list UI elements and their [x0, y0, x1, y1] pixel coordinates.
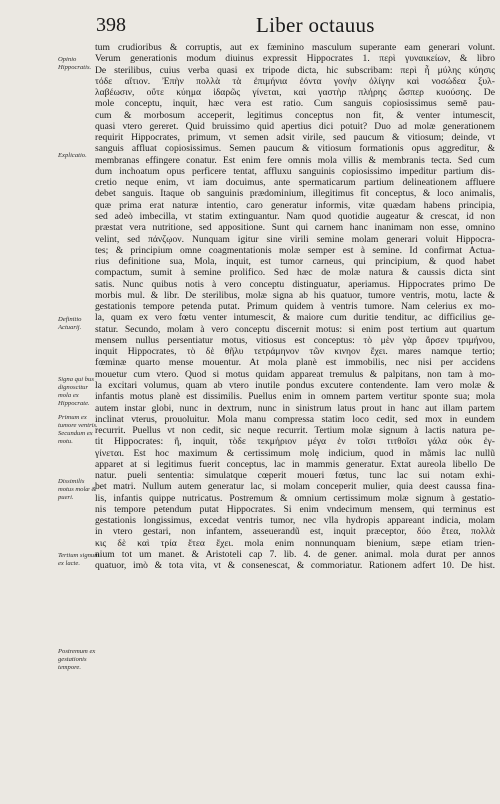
text-line: cum & morbosum acceperit, legitimus conceptus non fit, & venter intumescit, — [95, 109, 495, 121]
text-line: gestationis longissimus, excedat ventris tumor, nec vlla hydropis appareant indicia, molam — [95, 515, 495, 527]
margin-note: Dissimilis motus molæ & pueri. — [58, 478, 97, 501]
text-line: dum inchoatum opus perficere tentat, affluxu sanguinis copiosissimo impeditur partium dis- — [95, 165, 495, 177]
margin-note: Postremum ex gestationis tempore. — [58, 648, 96, 671]
text-line: gestationis tempore petenda putat. Primum quidem à ventris tumore. Nam celerius ex mo- — [95, 301, 495, 313]
text-line: quatuor, imò & tota vita, vt & consenescat, & commoriatur. Rationem adfert 10. De hist. — [95, 560, 495, 572]
text-line: in vtero gestari, non infantem, asseuerandũ est, inquit præceptor, δύο ἔτεα, πολλὰ — [95, 526, 495, 538]
text-line: De sterilibus, cuius verba quasi ex tripode dicta, hic subscribam: περὶ ἧ μύλης κύησις — [95, 64, 495, 76]
text-line: sed adeò imbecilla, vt statim extinguantur. Nam quod quotidie augeatur & crescat, id non — [95, 210, 495, 222]
text-line: debet sanguis. Itaque ob sanguinis prædominium, illegitimus fit conceptus, & loco animalis, — [95, 188, 495, 200]
margin-note: Tertium signum ex lacte. — [58, 552, 99, 567]
text-line: inquit Hippocrates, τὸ δὲ θῆλυ τετράμηνον τῶν κινηον ἔχει. mares namque tertio; — [95, 346, 495, 358]
body-text — [95, 42, 495, 583]
text-line: tit Hippocrates: ἢ, inquit, τὸδε τεκμήριον μέγα ἐν τοῖσι τιτθοῖσι γάλα οὐκ ἐγ- — [95, 436, 495, 448]
text-line: rius definitione sua, Mola, inquit, est tumor carneus, qui principium, & quod habet — [95, 256, 495, 268]
margin-note: Primum ex tumore ventris. Secundum ex motu. — [58, 414, 98, 445]
text-line: velint, sed πάνζῳον. Nunquam igitur sine virili semine molam generari voluit Hippocra- — [95, 233, 495, 245]
margin-note: Definitio Actuarij. — [58, 316, 82, 331]
text-line: sanguis affluat copiosissimus. Semen paucum & vitiosum formationis opus aggreditur, & — [95, 143, 495, 155]
text-line: τόδε αἴτιον. Ἐπὴν πολλὰ τὰ ἐπιμήνια ἐόντα γονὴν ὀλίγην καὶ νοσώδεα ξυλ- — [95, 75, 495, 87]
text-line: compactum, sumit à semine prolifico. Sed hæc de molæ natura & caussis dicta sint — [95, 267, 495, 279]
text-line: fœminæ quarto mense mouentur. At mola planè est immobilis, nec nisi per accidens — [95, 357, 495, 369]
text-line: tum crudioribus & corruptis, aut ex fæminino masculum superante eam generari volunt. — [95, 42, 495, 53]
text-line: recurrit. Puellus vt non cedit, sic neque recurrit. Tertium molæ signum à lactis natura pe- — [95, 425, 495, 437]
text-line: natur. pueli sententia: simulatque cœperit moueri fœtus, tunc lac sui notam exhi- — [95, 470, 495, 482]
text-line: quasi vtero gereret. Quid bruissimo quid apertius dici potuit? Duo ad molæ generationem — [95, 120, 495, 132]
text-line: mole conceptu, inquit, hæc vera est ratio. Cum sanguis copiosissimus semē pau- — [95, 98, 495, 110]
text-line: inclinat vterus, prouoluitur. Mola manu compressa statim loco cedit, sed mox in eundem — [95, 413, 495, 425]
text-line: nium tot um manet. & Aristoteli cap 7. lib. 4. de gener. animal. mola durat per annos — [95, 548, 495, 560]
page-number: 398 — [96, 14, 126, 36]
text-line: la, quam ex vero fœtu venter intumescit, & maiore cum duritie tenditur, ac difficilius ge- — [95, 312, 495, 324]
text-line: infantis motus planè est dissimilis. Puellus enim in omnem partem vertitur sponte sua; mola — [95, 391, 495, 403]
text-line: κις δὲ καὶ τρία ἔτεα ἔχει. mola enim nonnunquam bienium, sæpe etiam trien- — [95, 537, 495, 549]
text-line: cretio neque enim, vt iam docuimus, ante spermaticarum partium delineationem affluere — [95, 177, 495, 189]
text-line: requirit Hippocrates, primum, vt semen adsit virile, sed paucum & vitiosum; deinde, vt — [95, 132, 495, 144]
text-line — [95, 571, 495, 582]
text-line: satis. Nunc quibus notis à vero conceptu distinguatur, aperiamus. Hippocrates primo De — [95, 278, 495, 290]
text-line: tes; & principium omne coagmentationis molæ semper est à semine. Id confirmat Actua- — [95, 244, 495, 256]
text-line: lis, infantis quippe nutricatus. Postremum & omnium certissimum molæ signum à gestatio- — [95, 492, 495, 504]
text-line: γίνεται. Est hoc maximum & certissimum molę indicium, quod in mãmis lac nullũ — [95, 447, 495, 459]
text-line: Verum generationis modum diuinus expressit Hippocrates 1. περὶ γυναικείων, & libro — [95, 53, 495, 65]
text-line: λαβέωσιν, οὔτε κύημα ἰδαρῶς γίνεται, καὶ γαστὴρ πλήρης ὥσπερ κυούσης. De — [95, 87, 495, 99]
text-line: apparet at si legitimus fuerit conceptus, lac in mammis generatur. Extat aureola libello De — [95, 458, 495, 470]
margin-note: Explicatio. — [58, 152, 87, 159]
page-header — [96, 14, 494, 40]
margin-note: Signa qui bus dignoscitur mola ex Hippocrate. — [58, 376, 94, 407]
text-line: statur. Secundo, molam à vero conceptu discernit motus: si enim post tertium aut quartum — [95, 323, 495, 335]
text-line: nis tempore petendum putat Hippocrates. Si enim vndecimum mensem, qui terminus est — [95, 503, 495, 515]
margin-note: Opinio Hippocratis. — [58, 56, 92, 71]
text-line: la excitari volumus, quam ab vtero inutile pondus excutere contendente. Iam vero molæ & — [95, 379, 495, 391]
text-line: bet matri. Nullum autem generatur lac, si molam conceperit mulier, quia deest caussa fina- — [95, 481, 495, 493]
text-line: mensem nullus persentiatur motus, vitiosus est conceptus: τὸ μὲν γὰρ ἄρσεν τριμήνου, — [95, 334, 495, 346]
text-line: præstat vera nutritione, sed appositione. Sunt qui carnem hanc inanimam non esse, omnino — [95, 222, 495, 234]
running-head: Liber octauus — [256, 13, 375, 37]
text-line: morbis mul. & libr. De sterilibus, molæ signa ab his quatuor, tumore ventris, motu, lacte & — [95, 289, 495, 301]
text-line: quæ prima erat naturæ intentio, caro generatur informis, vitæ quædam habens principia, — [95, 199, 495, 211]
text-line: membranas effingere conatur. Est enim fere omnis mola villis & membranis tecta. Sed cum — [95, 154, 495, 166]
text-line: mouetur cum vtero. Quod si motus quidam appareat tremulus & palpitans, non tam à mo- — [95, 368, 495, 380]
text-line: autem instar globi, nunc in dextrum, nunc in sinistrum latus prout in hanc aut illam partem — [95, 402, 495, 414]
